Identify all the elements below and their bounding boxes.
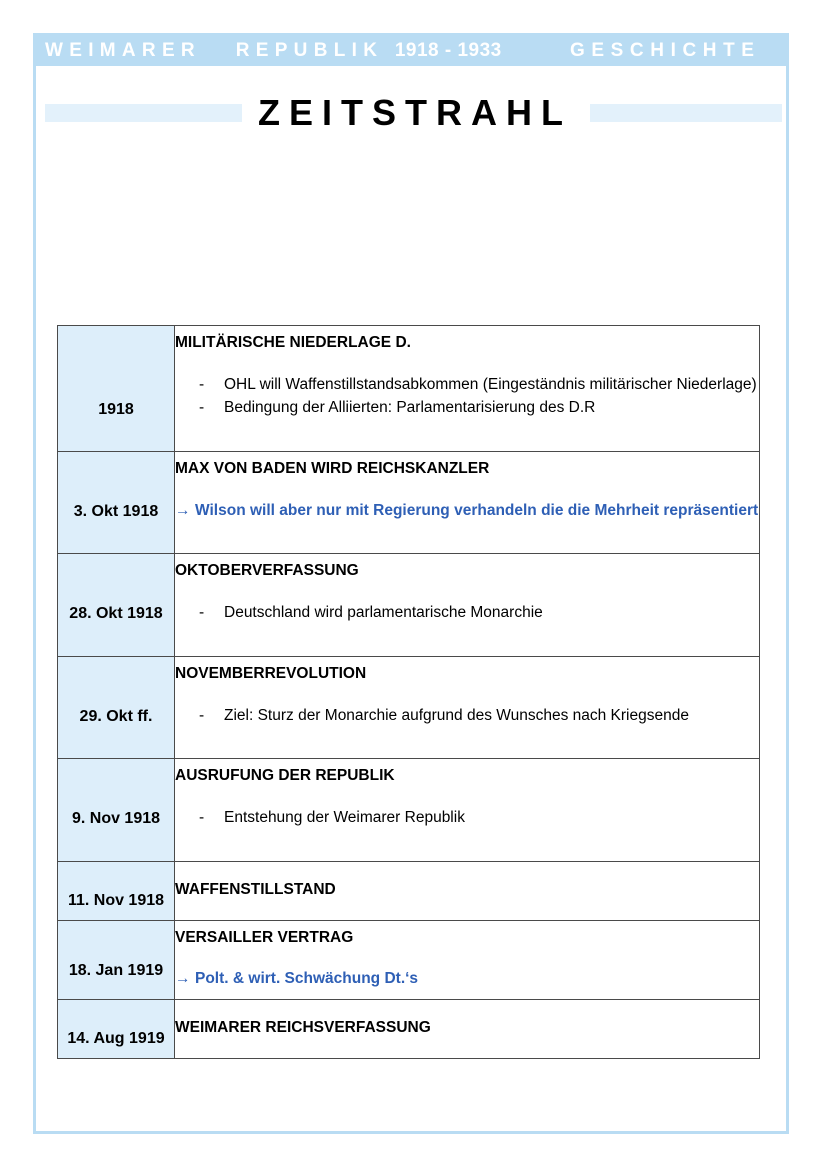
timeline-content [175, 862, 760, 921]
timeline-date [58, 1000, 175, 1059]
timeline-content [175, 921, 760, 1000]
header-years: 1918 - 1933 [394, 40, 502, 61]
timeline-content [175, 759, 760, 862]
timeline-date [58, 452, 175, 554]
timeline-row [58, 657, 760, 759]
timeline-event-title: WAFFENSTILLSTAND [175, 881, 336, 898]
timeline-event-title: VERSAILLER VERTRAG [175, 929, 354, 946]
timeline-event-title: MAX VON BADEN WIRD REICHSKANZLER [175, 460, 490, 477]
timeline-date-text: 14. Aug 1919 [67, 1030, 165, 1047]
timeline-content [175, 657, 760, 759]
timeline-date-text: 11. Nov 1918 [67, 892, 165, 909]
timeline-row [58, 554, 760, 657]
bullet-list [175, 806, 759, 829]
timeline-event-title: AUSRUFUNG DER REPUBLIK [175, 767, 395, 784]
bullet-item: - Deutschland wird parlamentarische Monarchie [175, 601, 759, 624]
timeline-event-title: MILITÄRISCHE NIEDERLAGE D. [175, 334, 411, 351]
timeline-content [175, 452, 760, 554]
timeline-date-text: 29. Okt ff. [79, 708, 153, 725]
timeline-note [175, 967, 759, 990]
timeline-row [58, 921, 760, 1000]
bullet-item: - Entstehung der Weimarer Republik [175, 806, 759, 829]
timeline-event-title: WEIMARER REICHSVERFASSUNG [175, 1019, 431, 1036]
timeline-event-title: NOVEMBERREVOLUTION [175, 665, 367, 682]
bullet-list [175, 373, 759, 419]
timeline-date-text: 18. Jan 1919 [68, 962, 164, 979]
title-bar-right [590, 104, 782, 122]
timeline-note-text: Polt. & wirt. Schwächung Dt.‘s [195, 970, 419, 987]
bullet-list [175, 704, 759, 727]
header-subject: GESCHICHTE [570, 40, 761, 61]
timeline-table [57, 325, 760, 1059]
bullet-item: - Ziel: Sturz der Monarchie aufgrund des Wunsches nach Kriegsende [175, 704, 759, 727]
title-bar-left [45, 104, 242, 122]
arrow-right-icon: → [175, 502, 191, 519]
timeline-date [58, 554, 175, 657]
timeline-date-text: 3. Okt 1918 [73, 503, 159, 520]
timeline-note [175, 499, 759, 522]
timeline-row [58, 759, 760, 862]
timeline-row [58, 1000, 760, 1059]
timeline-date [58, 862, 175, 921]
timeline-date-text: 28. Okt 1918 [69, 605, 163, 622]
timeline-date-text: 1918 [98, 401, 134, 418]
timeline-content [175, 554, 760, 657]
timeline-date [58, 921, 175, 1000]
timeline-content [175, 326, 760, 452]
timeline-row [58, 452, 760, 554]
arrow-right-icon: → [175, 970, 191, 987]
page-title: ZEITSTRAHL [258, 92, 572, 133]
bullet-list [175, 601, 759, 624]
timeline-note-text: Wilson will aber nur mit Regierung verhandeln die die Mehrheit repräsentiert [195, 502, 759, 519]
bullet-item: - OHL will Waffenstillstandsabkommen (Eingeständnis militärischer Niederlage) [175, 373, 759, 396]
timeline-event-title: OKTOBERVERFASSUNG [175, 562, 359, 579]
timeline-row [58, 862, 760, 921]
timeline-date-text: 9. Nov 1918 [71, 810, 161, 827]
header-left [45, 40, 502, 62]
timeline-date [58, 326, 175, 452]
bullet-item: - Bedingung der Alliierten: Parlamentarisierung des D.R [175, 396, 759, 419]
timeline-date [58, 657, 175, 759]
timeline-row [58, 326, 760, 452]
timeline-date [58, 759, 175, 862]
header-word-republik: REPUBLIK [235, 40, 384, 61]
header-word-weimarer: WEIMARER [45, 40, 201, 61]
timeline-content [175, 1000, 760, 1059]
